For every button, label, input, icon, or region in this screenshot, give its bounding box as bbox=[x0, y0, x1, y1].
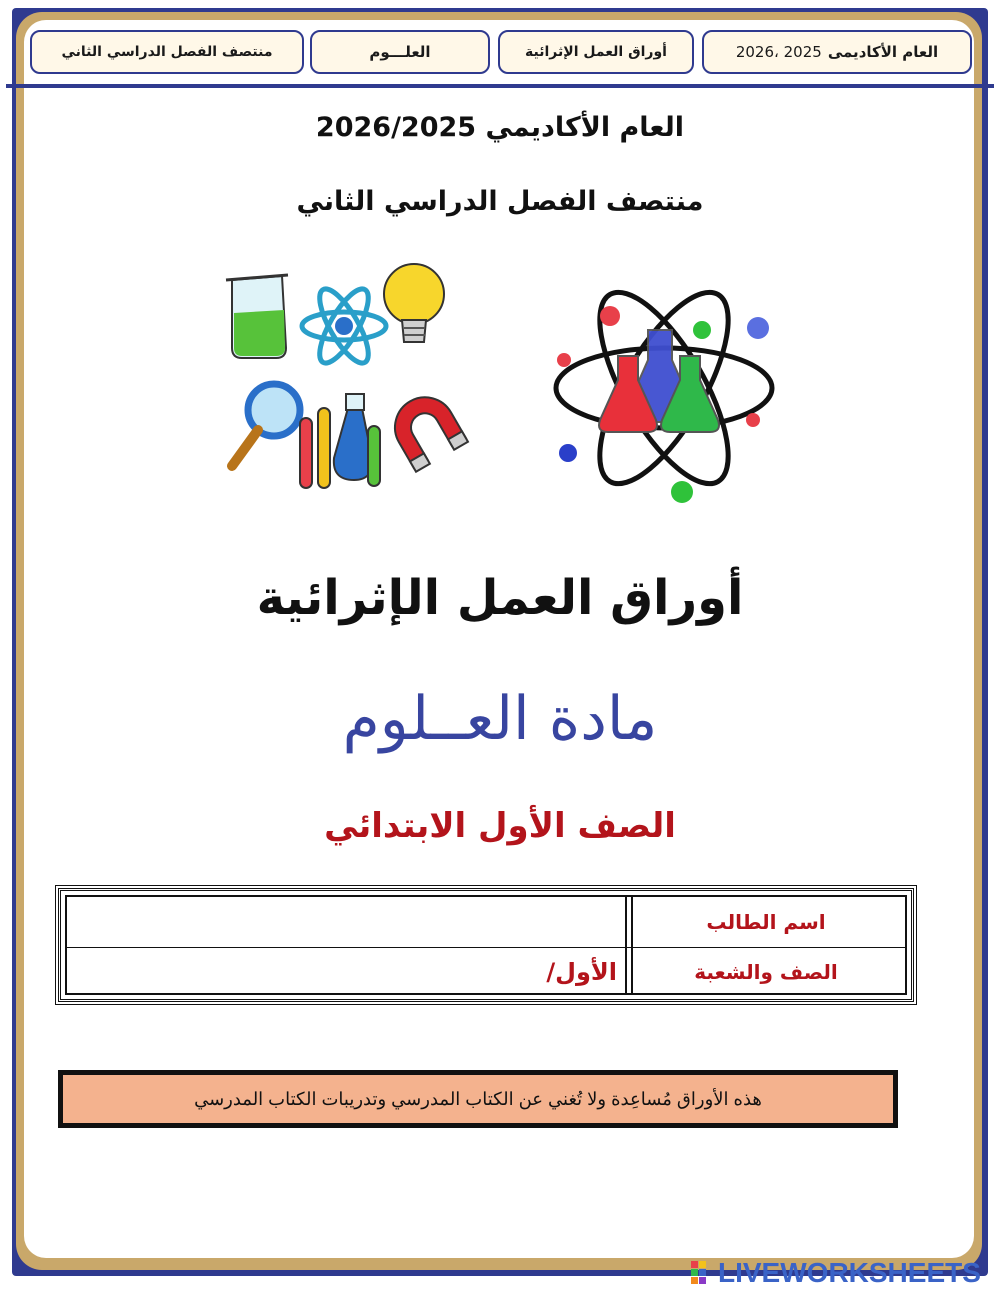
disclaimer-note-box bbox=[58, 1070, 898, 1128]
header-semester-box: منتصف الفصل الدراسي الثاني bbox=[30, 30, 304, 74]
header-divider bbox=[6, 84, 994, 88]
student-name-label: اسم الطالب bbox=[706, 910, 826, 934]
header-worksheets-box: أوراق العمل الإثرائية bbox=[498, 30, 694, 74]
disclaimer-note-text: هذه الأوراق مُساعِدة ولا تُغني عن الكتاب المدرسي وتدريبات الكتاب المدرسي bbox=[194, 1088, 762, 1109]
atom-flasks-illustration bbox=[548, 270, 780, 510]
magnet-icon bbox=[384, 386, 468, 471]
header-year-value: 2025 ،2026 bbox=[735, 43, 822, 61]
student-info-table-inner bbox=[65, 895, 907, 995]
magnifying-glass-icon bbox=[232, 384, 300, 466]
grade-title: الصف الأول الابتدائي bbox=[324, 806, 676, 846]
liveworksheets-text: LIVEWORKSHEETS bbox=[718, 1257, 981, 1288]
test-tubes-icon bbox=[300, 394, 380, 488]
header-year-label: العام الأكاديمى bbox=[827, 43, 939, 61]
liveworksheets-watermark bbox=[690, 1258, 981, 1288]
header-year-box bbox=[702, 30, 972, 74]
semester-title: منتصف الفصل الدراسي الثاني bbox=[296, 186, 704, 217]
class-section-label: الصف والشعبة bbox=[694, 960, 838, 984]
science-clipart-illustration bbox=[222, 258, 472, 503]
light-bulb-icon bbox=[384, 264, 444, 342]
class-section-field[interactable]: الأول/ bbox=[546, 958, 617, 986]
student-name-field[interactable] bbox=[67, 897, 623, 947]
student-info-table bbox=[58, 888, 914, 1002]
flasks-icon bbox=[599, 330, 719, 432]
header-subject-box: العلـــوم bbox=[310, 30, 490, 74]
atom-icon bbox=[302, 283, 386, 370]
academic-year-title: العام الأكاديمي 2026/2025 bbox=[315, 112, 685, 143]
beaker-icon bbox=[226, 275, 288, 358]
liveworksheets-logo-icon bbox=[690, 1260, 716, 1286]
subject-title: مادة العــلوم bbox=[342, 684, 658, 754]
worksheets-main-title: أوراق العمل الإثرائية bbox=[256, 570, 744, 626]
